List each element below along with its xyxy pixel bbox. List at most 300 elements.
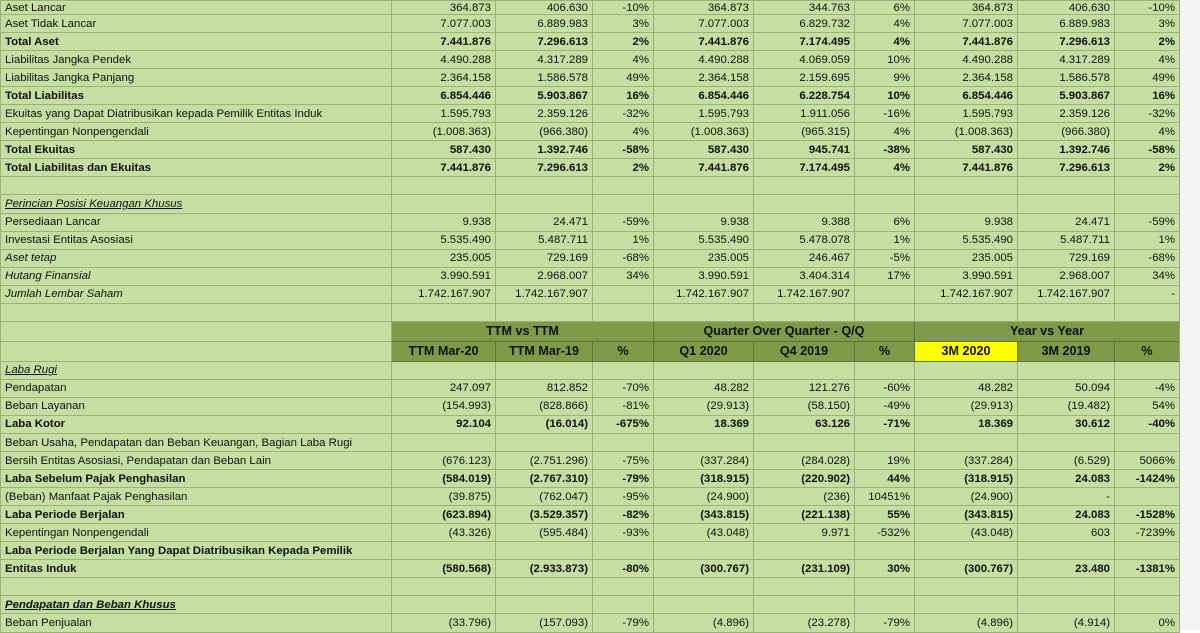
value-cell: (595.484) [496, 524, 593, 542]
value-cell [654, 361, 754, 379]
value-cell: 7.077.003 [392, 15, 496, 33]
value-cell: 34% [593, 267, 654, 285]
value-cell: 729.169 [1018, 249, 1115, 267]
value-cell: -32% [593, 105, 654, 123]
value-cell: (43.048) [654, 524, 754, 542]
value-cell [593, 177, 654, 195]
value-cell: -79% [593, 614, 654, 632]
row-label: Total Ekuitas [1, 141, 392, 159]
value-cell [496, 596, 593, 614]
balance-row [1, 33, 1180, 51]
value-cell [915, 177, 1018, 195]
value-cell: 2.968.007 [496, 267, 593, 285]
value-cell: 9.971 [754, 524, 855, 542]
value-cell [855, 596, 915, 614]
value-cell [654, 303, 754, 321]
value-cell: 9% [855, 69, 915, 87]
value-cell: -68% [1115, 249, 1180, 267]
value-cell: 4% [1115, 51, 1180, 69]
value-cell: (762.047) [496, 488, 593, 506]
value-cell: 406.630 [496, 1, 593, 15]
value-cell: -10% [593, 1, 654, 15]
value-cell: (1.008.363) [392, 123, 496, 141]
value-cell [915, 542, 1018, 560]
value-cell: 7.441.876 [915, 159, 1018, 177]
balance-row [1, 1, 1180, 15]
value-cell: (6.529) [1018, 452, 1115, 470]
value-cell: 24.083 [1018, 506, 1115, 524]
value-cell: (4.896) [915, 614, 1018, 632]
value-cell [915, 596, 1018, 614]
value-cell: 1% [593, 231, 654, 249]
row-label: Liabilitas Jangka Pendek [1, 51, 392, 69]
value-cell [1115, 488, 1180, 506]
value-cell: (24.900) [915, 488, 1018, 506]
group-header-row [1, 321, 1180, 341]
value-cell: 3.990.591 [654, 267, 754, 285]
value-cell: 55% [855, 506, 915, 524]
value-cell: (43.048) [915, 524, 1018, 542]
value-cell: 3% [1115, 15, 1180, 33]
row-label: Laba Rugi [1, 361, 392, 379]
value-cell: (58.150) [754, 397, 855, 415]
value-cell: -82% [593, 506, 654, 524]
value-cell [392, 361, 496, 379]
row-label: Kepentingan Nonpengendali [1, 524, 392, 542]
value-cell: 9.938 [654, 213, 754, 231]
value-cell: (220.902) [754, 470, 855, 488]
value-cell: 1.595.793 [654, 105, 754, 123]
value-cell: 50.094 [1018, 379, 1115, 397]
balance-row [1, 159, 1180, 177]
value-cell [754, 177, 855, 195]
value-cell: -60% [855, 379, 915, 397]
value-cell [392, 303, 496, 321]
value-cell: -58% [1115, 141, 1180, 159]
value-cell: (2.933.873) [496, 560, 593, 578]
value-cell [593, 542, 654, 560]
col-3m-2019: 3M 2019 [1018, 341, 1115, 361]
balance-row [1, 69, 1180, 87]
balance-row [1, 51, 1180, 69]
value-cell: 406.630 [1018, 1, 1115, 15]
value-cell: 812.852 [496, 379, 593, 397]
value-cell [754, 433, 855, 451]
value-cell: 6.889.983 [1018, 15, 1115, 33]
value-cell: 7.077.003 [654, 15, 754, 33]
value-cell: 235.005 [654, 249, 754, 267]
value-cell: -1528% [1115, 506, 1180, 524]
value-cell [593, 578, 654, 596]
value-cell [1018, 361, 1115, 379]
value-cell: 5.903.867 [496, 87, 593, 105]
income-row [1, 415, 1180, 433]
value-cell: 3.990.591 [915, 267, 1018, 285]
row-label: Total Liabilitas [1, 87, 392, 105]
value-cell: (584.019) [392, 470, 496, 488]
row-label: Laba Kotor [1, 415, 392, 433]
value-cell: 3.990.591 [392, 267, 496, 285]
value-cell: (318.915) [915, 470, 1018, 488]
value-cell: 6% [855, 213, 915, 231]
value-cell [496, 433, 593, 451]
value-cell: (157.093) [496, 614, 593, 632]
value-cell [496, 303, 593, 321]
value-cell: 7.441.876 [654, 33, 754, 51]
value-cell: 49% [593, 69, 654, 87]
value-cell: (300.767) [915, 560, 1018, 578]
income-row [1, 470, 1180, 488]
value-cell: 121.276 [754, 379, 855, 397]
value-cell: -38% [855, 141, 915, 159]
value-cell [855, 195, 915, 213]
row-label [1, 303, 392, 321]
balance-row [1, 303, 1180, 321]
value-cell: 7.441.876 [392, 33, 496, 51]
value-cell: 10% [855, 51, 915, 69]
value-cell: 9.938 [392, 213, 496, 231]
value-cell: (337.284) [654, 452, 754, 470]
value-cell: 5.903.867 [1018, 87, 1115, 105]
value-cell: 2.159.695 [754, 69, 855, 87]
row-label: Aset tetap [1, 249, 392, 267]
row-label: Ekuitas yang Dapat Diatribusikan kepada Pemilik Entitas Induk [1, 105, 392, 123]
value-cell: 4% [855, 159, 915, 177]
value-cell: 10451% [855, 488, 915, 506]
balance-row [1, 213, 1180, 231]
col-3m-2020-highlighted: 3M 2020 [915, 341, 1018, 361]
value-cell: 945.741 [754, 141, 855, 159]
value-cell: -675% [593, 415, 654, 433]
value-cell: 1.586.578 [496, 69, 593, 87]
value-cell [915, 303, 1018, 321]
value-cell: 2.359.126 [496, 105, 593, 123]
value-cell: 1.911.056 [754, 105, 855, 123]
value-cell: 6.854.446 [654, 87, 754, 105]
col-q1-2020: Q1 2020 [654, 341, 754, 361]
balance-row [1, 15, 1180, 33]
value-cell: 1.392.746 [1018, 141, 1115, 159]
value-cell [1018, 433, 1115, 451]
value-cell: (231.109) [754, 560, 855, 578]
value-cell: (343.815) [654, 506, 754, 524]
value-cell: -32% [1115, 105, 1180, 123]
value-cell: 4% [1115, 123, 1180, 141]
row-label: Pendapatan [1, 379, 392, 397]
value-cell [654, 596, 754, 614]
value-cell: (154.993) [392, 397, 496, 415]
value-cell: -1424% [1115, 470, 1180, 488]
value-cell: 4% [855, 33, 915, 51]
row-label: Total Liabilitas dan Ekuitas [1, 159, 392, 177]
value-cell: 1.595.793 [915, 105, 1018, 123]
value-cell [855, 433, 915, 451]
value-cell: (43.326) [392, 524, 496, 542]
value-cell [1018, 195, 1115, 213]
value-cell: 48.282 [915, 379, 1018, 397]
income-row [1, 560, 1180, 578]
value-cell [593, 433, 654, 451]
value-cell [754, 542, 855, 560]
value-cell [593, 195, 654, 213]
value-cell: (965.315) [754, 123, 855, 141]
value-cell: (39.875) [392, 488, 496, 506]
value-cell: -58% [593, 141, 654, 159]
value-cell: 34% [1115, 267, 1180, 285]
row-label: Entitas Induk [1, 560, 392, 578]
value-cell [1115, 433, 1180, 451]
value-cell: -4% [1115, 379, 1180, 397]
value-cell: 30% [855, 560, 915, 578]
value-cell: 6.228.754 [754, 87, 855, 105]
value-cell: (966.380) [496, 123, 593, 141]
value-cell [855, 285, 915, 303]
row-label: Hutang Finansial [1, 267, 392, 285]
value-cell: -40% [1115, 415, 1180, 433]
income-row [1, 596, 1180, 614]
value-cell [915, 433, 1018, 451]
value-cell: 24.471 [496, 213, 593, 231]
value-cell: (623.894) [392, 506, 496, 524]
row-label: (Beban) Manfaat Pajak Penghasilan [1, 488, 392, 506]
col-ttm-mar19: TTM Mar-19 [496, 341, 593, 361]
value-cell: 4% [593, 51, 654, 69]
value-cell: 1.392.746 [496, 141, 593, 159]
value-cell [392, 177, 496, 195]
value-cell [1018, 596, 1115, 614]
value-cell [593, 285, 654, 303]
value-cell [1115, 578, 1180, 596]
row-label: Pendapatan dan Beban Khusus [1, 596, 392, 614]
value-cell: -5% [855, 249, 915, 267]
income-row [1, 506, 1180, 524]
value-cell: (343.815) [915, 506, 1018, 524]
value-cell: 7.296.613 [1018, 33, 1115, 51]
value-cell: 1.742.167.907 [1018, 285, 1115, 303]
value-cell: 246.467 [754, 249, 855, 267]
value-cell: (29.913) [654, 397, 754, 415]
value-cell: 2.364.158 [392, 69, 496, 87]
value-cell: 5.535.490 [654, 231, 754, 249]
value-cell [1115, 195, 1180, 213]
value-cell: (966.380) [1018, 123, 1115, 141]
value-cell [654, 542, 754, 560]
income-row [1, 524, 1180, 542]
row-label: Beban Usaha, Pendapatan dan Beban Keuangan, Bagian Laba Rugi [1, 433, 392, 451]
value-cell: 18.369 [915, 415, 1018, 433]
value-cell: 49% [1115, 69, 1180, 87]
value-cell: (24.900) [654, 488, 754, 506]
value-cell: 7.296.613 [496, 159, 593, 177]
balance-row [1, 123, 1180, 141]
value-cell: 2.364.158 [654, 69, 754, 87]
value-cell: 603 [1018, 524, 1115, 542]
value-cell: 235.005 [915, 249, 1018, 267]
window-edge-strip [1179, 0, 1200, 630]
balance-row [1, 105, 1180, 123]
income-row [1, 578, 1180, 596]
value-cell [392, 195, 496, 213]
value-cell: 5066% [1115, 452, 1180, 470]
value-cell: 7.441.876 [654, 159, 754, 177]
value-cell: 9.388 [754, 213, 855, 231]
value-cell: 24.083 [1018, 470, 1115, 488]
value-cell: 729.169 [496, 249, 593, 267]
col-ttm-mar20: TTM Mar-20 [392, 341, 496, 361]
value-cell: 1.595.793 [392, 105, 496, 123]
value-cell: 4.069.059 [754, 51, 855, 69]
value-cell: 23.480 [1018, 560, 1115, 578]
value-cell: 54% [1115, 397, 1180, 415]
balance-row [1, 267, 1180, 285]
income-row [1, 397, 1180, 415]
value-cell: 6.829.732 [754, 15, 855, 33]
value-cell: 4% [593, 123, 654, 141]
balance-row [1, 177, 1180, 195]
income-row [1, 433, 1180, 451]
value-cell [496, 177, 593, 195]
income-row [1, 488, 1180, 506]
column-header-row [1, 341, 1180, 361]
value-cell: 3% [593, 15, 654, 33]
value-cell: 2% [1115, 33, 1180, 51]
value-cell [1115, 542, 1180, 560]
value-cell [392, 596, 496, 614]
value-cell: (1.008.363) [654, 123, 754, 141]
value-cell [1018, 177, 1115, 195]
value-cell: -93% [593, 524, 654, 542]
value-cell: 19% [855, 452, 915, 470]
row-label [1, 177, 392, 195]
value-cell: (4.914) [1018, 614, 1115, 632]
value-cell: -75% [593, 452, 654, 470]
value-cell: 16% [1115, 87, 1180, 105]
income-row [1, 542, 1180, 560]
value-cell [855, 303, 915, 321]
value-cell: (676.123) [392, 452, 496, 470]
value-cell [915, 361, 1018, 379]
value-cell [754, 578, 855, 596]
row-label: Perincian Posisi Keuangan Khusus [1, 195, 392, 213]
value-cell: 16% [593, 87, 654, 105]
value-cell [392, 433, 496, 451]
value-cell: 48.282 [654, 379, 754, 397]
value-cell [1115, 596, 1180, 614]
value-cell: -70% [593, 379, 654, 397]
value-cell [496, 578, 593, 596]
value-cell: (221.138) [754, 506, 855, 524]
value-cell: (2.767.310) [496, 470, 593, 488]
row-label: Persediaan Lancar [1, 213, 392, 231]
value-cell: (828.866) [496, 397, 593, 415]
value-cell: 587.430 [915, 141, 1018, 159]
value-cell: -79% [855, 614, 915, 632]
value-cell: -59% [593, 213, 654, 231]
value-cell: 5.535.490 [915, 231, 1018, 249]
value-cell: 364.873 [392, 1, 496, 15]
value-cell: 92.104 [392, 415, 496, 433]
row-label: Total Aset [1, 33, 392, 51]
row-label: Bersih Entitas Asosiasi, Pendapatan dan Beban Lain [1, 452, 392, 470]
value-cell [654, 578, 754, 596]
value-cell: 6% [855, 1, 915, 15]
header-blank-cell [1, 341, 392, 361]
value-cell: 30.612 [1018, 415, 1115, 433]
value-cell: -49% [855, 397, 915, 415]
income-row [1, 379, 1180, 397]
value-cell: 2% [593, 33, 654, 51]
balance-row [1, 141, 1180, 159]
value-cell: (29.913) [915, 397, 1018, 415]
value-cell [1115, 361, 1180, 379]
value-cell: 17% [855, 267, 915, 285]
value-cell: 7.077.003 [915, 15, 1018, 33]
value-cell [855, 177, 915, 195]
value-cell: -59% [1115, 213, 1180, 231]
value-cell: -81% [593, 397, 654, 415]
value-cell [1115, 177, 1180, 195]
balance-row [1, 195, 1180, 213]
value-cell: (1.008.363) [915, 123, 1018, 141]
value-cell [915, 578, 1018, 596]
value-cell: -80% [593, 560, 654, 578]
value-cell: 18.369 [654, 415, 754, 433]
row-label: Liabilitas Jangka Panjang [1, 69, 392, 87]
value-cell: 63.126 [754, 415, 855, 433]
income-row [1, 361, 1180, 379]
value-cell: (2.751.296) [496, 452, 593, 470]
header-blank-cell [1, 321, 392, 341]
value-cell [496, 361, 593, 379]
col-q4-2019: Q4 2019 [754, 341, 855, 361]
value-cell [855, 542, 915, 560]
row-label [1, 578, 392, 596]
value-cell: 5.487.711 [1018, 231, 1115, 249]
value-cell: 2% [593, 159, 654, 177]
value-cell: 7.174.495 [754, 159, 855, 177]
value-cell: 7.174.495 [754, 33, 855, 51]
group-qoq-header: Quarter Over Quarter - Q/Q [654, 321, 915, 341]
value-cell: 7.296.613 [1018, 159, 1115, 177]
value-cell: -16% [855, 105, 915, 123]
value-cell [593, 303, 654, 321]
value-cell: 44% [855, 470, 915, 488]
value-cell: 4.490.288 [392, 51, 496, 69]
value-cell: 2.364.158 [915, 69, 1018, 87]
row-label: Kepentingan Nonpengendali [1, 123, 392, 141]
value-cell [754, 361, 855, 379]
value-cell: 1% [1115, 231, 1180, 249]
value-cell: 1% [855, 231, 915, 249]
row-label: Beban Layanan [1, 397, 392, 415]
value-cell: 5.535.490 [392, 231, 496, 249]
value-cell: 1.742.167.907 [654, 285, 754, 303]
row-label: Jumlah Lembar Saham [1, 285, 392, 303]
value-cell: - [1115, 285, 1180, 303]
income-row [1, 614, 1180, 632]
value-cell: 2.968.007 [1018, 267, 1115, 285]
value-cell [855, 578, 915, 596]
value-cell [754, 195, 855, 213]
value-cell: 24.471 [1018, 213, 1115, 231]
row-label: Investasi Entitas Asosiasi [1, 231, 392, 249]
value-cell: 7.296.613 [496, 33, 593, 51]
group-ttm-header: TTM vs TTM [392, 321, 654, 341]
value-cell [754, 303, 855, 321]
value-cell: 4.490.288 [654, 51, 754, 69]
value-cell [654, 177, 754, 195]
value-cell: (236) [754, 488, 855, 506]
